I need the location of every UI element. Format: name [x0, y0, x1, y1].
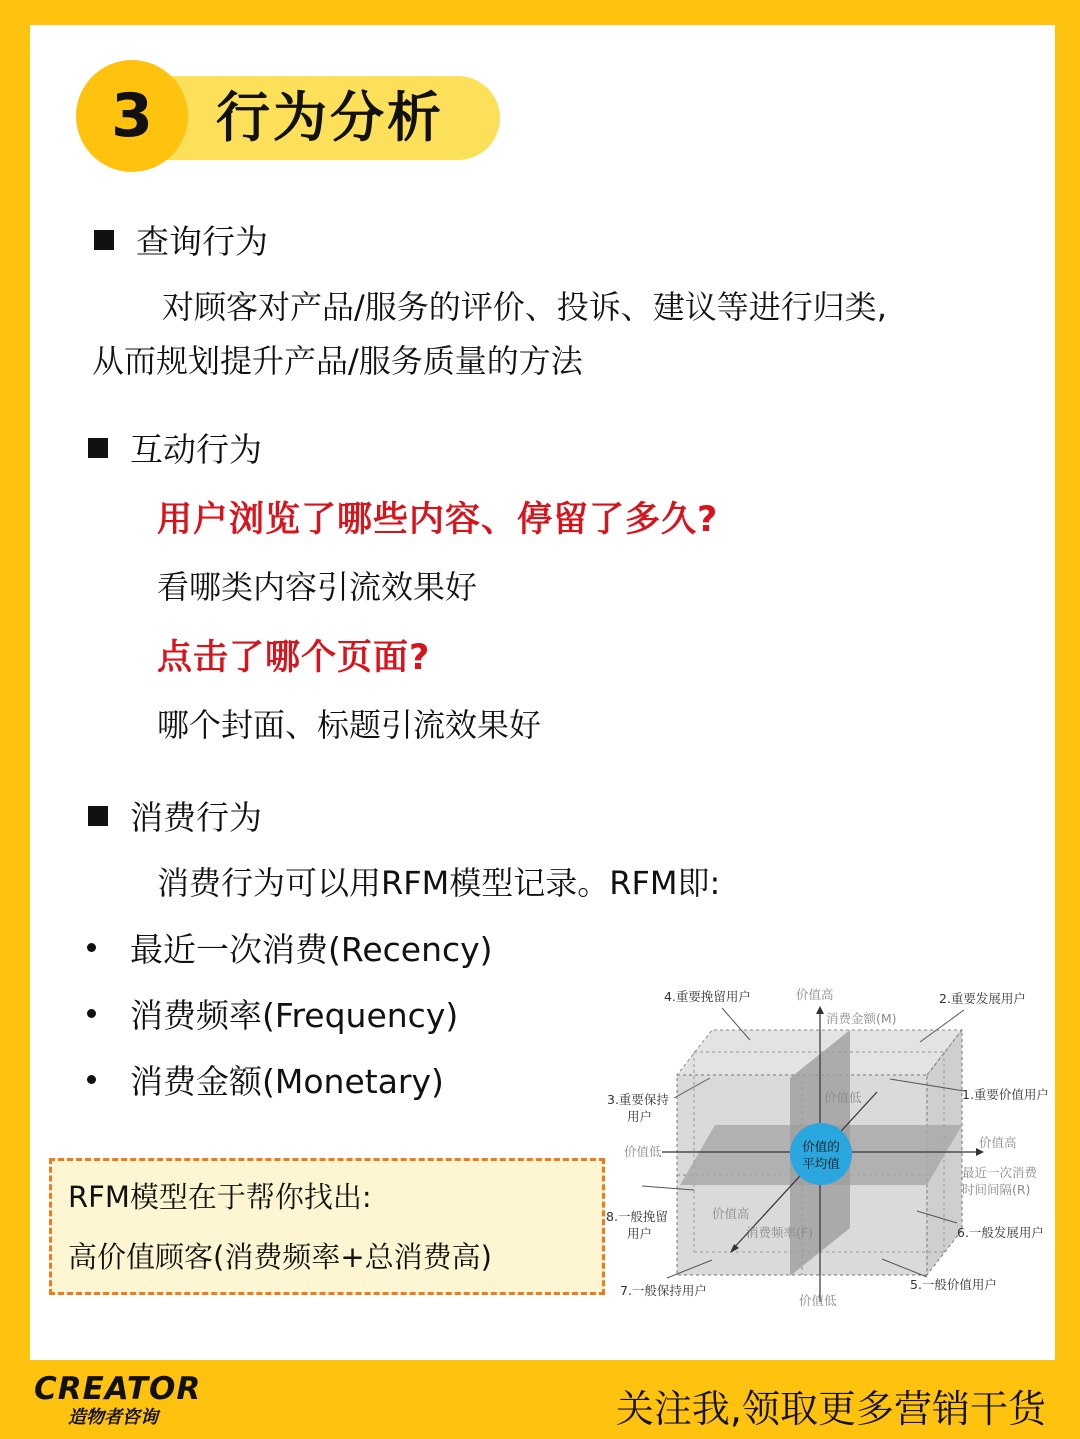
consume-intro: 消费行为可以用RFM模型记录。RFM即: [157, 864, 721, 902]
segment-label-3b: 用户 [627, 1109, 653, 1124]
list-item [87, 1056, 444, 1103]
list-item-text: 消费频率(Frequency) [130, 996, 459, 1035]
section-heading-consume [88, 792, 262, 839]
rfm-cube-diagram [602, 980, 1062, 1310]
axis-m-label: 消费金额(M) [826, 1011, 897, 1026]
axis-f-high-label: 价值高 [712, 1206, 750, 1221]
bullet-dot-icon [87, 1009, 96, 1018]
segment-label-8b: 用户 [627, 1226, 653, 1241]
section-heading-interact [88, 424, 262, 471]
segment-label-4: 4.重要挽留用户 [664, 989, 751, 1004]
segment-label-8a: 8.一般挽留 [606, 1209, 668, 1224]
list-item [87, 990, 458, 1037]
axis-f-low-label: 价值低 [824, 1090, 862, 1105]
logo-wordmark: CREATOR [34, 1371, 202, 1407]
axis-r-label-a: 最近一次消费 [962, 1165, 1038, 1180]
page-title: 行为分析 [216, 86, 444, 149]
interact-answer-2: 哪个封面、标题引流效果好 [157, 706, 542, 744]
list-item-text: 最近一次消费(Recency) [130, 930, 493, 969]
rfm-note-box [49, 1158, 605, 1295]
section-title: 消费行为 [130, 798, 262, 837]
axis-f-label: 消费频率(F) [746, 1225, 813, 1240]
bullet-dot-icon [87, 943, 96, 952]
list-item-text: 消费金额(Monetary) [130, 1062, 444, 1101]
segment-label-5: 5.一般价值用户 [910, 1277, 997, 1292]
square-bullet-icon [88, 438, 108, 458]
center-label-a: 价值的 [802, 1139, 840, 1154]
segment-label-2: 2.重要发展用户 [939, 991, 1026, 1006]
center-label-b: 平均值 [802, 1156, 840, 1171]
section-number-badge: 3 [76, 60, 188, 172]
axis-m-low-label: 价值低 [799, 1293, 837, 1308]
segment-label-6: 6.一般发展用户 [957, 1225, 1044, 1240]
square-bullet-icon [88, 806, 108, 826]
creator-logo [34, 1372, 201, 1430]
axis-r-high-label: 价值高 [979, 1135, 1017, 1150]
query-description-line2: 从而规划提升产品/服务质量的方法 [92, 342, 583, 380]
square-bullet-icon [94, 230, 114, 250]
interact-question-2: 点击了哪个页面? [157, 638, 431, 678]
footer-slogan: 关注我,领取更多营销干货 [615, 1387, 1046, 1431]
segment-label-1: 1.重要价值用户 [962, 1087, 1049, 1102]
axis-r-low-label: 价值低 [624, 1144, 662, 1159]
segment-label-3a: 3.重要保持 [607, 1092, 669, 1107]
logo-subtitle: 造物者咨询 [68, 1407, 158, 1428]
list-item [87, 924, 493, 971]
segment-label-7: 7.一般保持用户 [620, 1283, 707, 1298]
interact-answer-1: 看哪类内容引流效果好 [157, 568, 478, 606]
section-heading-query [94, 216, 268, 263]
note-line-1: RFM模型在于帮你找出: [68, 1180, 372, 1214]
section-title: 互动行为 [130, 430, 262, 469]
bullet-dot-icon [87, 1075, 96, 1084]
query-description-line1: 对顾客对产品/服务的评价、投诉、建议等进行归类, [162, 288, 887, 326]
interact-question-1: 用户浏览了哪些内容、停留了多久? [157, 500, 719, 540]
section-title: 查询行为 [136, 222, 268, 261]
axis-r-label-b: 时间间隔(R) [962, 1182, 1031, 1197]
note-line-2: 高价值顾客(消费频率+总消费高) [68, 1240, 492, 1274]
axis-m-high-label: 价值高 [796, 987, 834, 1002]
